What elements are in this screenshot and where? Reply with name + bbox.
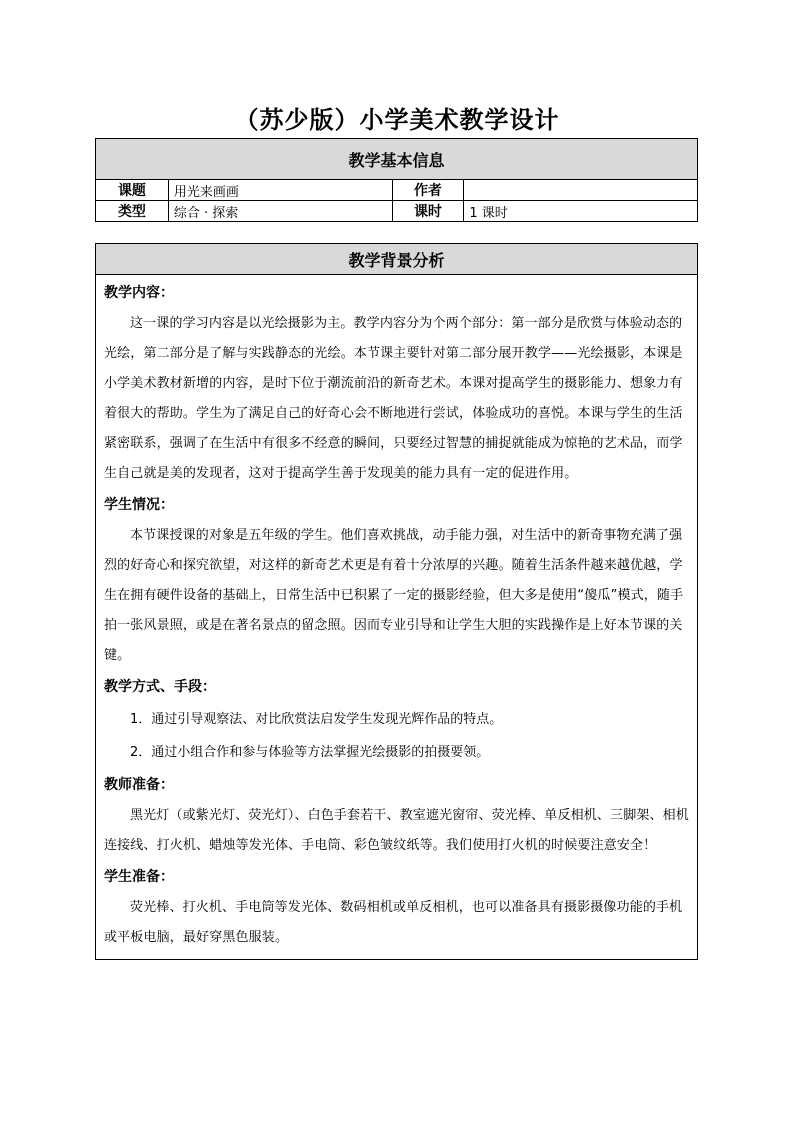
info-row-type: [96, 201, 698, 222]
info-row-topic: [96, 180, 698, 201]
topic-label: 课题: [96, 180, 169, 201]
background-analysis-table: [95, 243, 698, 960]
period-label: 课时: [392, 201, 464, 222]
list-item: 2．通过小组合作和参与体验等方法掌握光绘摄影的拍摄要领。: [130, 745, 490, 760]
topic-value: 用光来画画: [168, 180, 392, 201]
teaching-methods-list: [104, 703, 689, 769]
background-analysis-header: 教学背景分析: [96, 244, 698, 275]
author-value: [464, 180, 698, 201]
list-item: 1．通过引导观察法、对比欣赏法启发学生发现光辉作品的特点。: [130, 712, 503, 727]
period-value: 1 课时: [464, 201, 698, 222]
type-value: 综合 · 探索: [168, 201, 392, 222]
basic-info-table: [95, 138, 698, 222]
section-heading-student-situation: 学生情况：: [104, 497, 174, 513]
author-label: 作者: [392, 180, 464, 201]
section-text-teacher-preparation: 黑光灯（或紫光灯、荧光灯）、白色手套若干、教室遮光窗帘、荧光棒、单反相机、三脚架、相机连接线、打火机、蜡烛等发光体、手电筒、彩色皱纹纸等。我们使用打火机的时候要注意安全！: [104, 808, 689, 853]
section-heading-student-preparation: 学生准备：: [104, 869, 174, 885]
section-heading-teaching-methods: 教学方式、手段：: [104, 679, 216, 695]
basic-info-header: 教学基本信息: [96, 139, 698, 180]
section-text-student-preparation: 荧光棒、打火机、手电筒等发光体、数码相机或单反相机，也可以准备具有摄影摄像功能的手机或平板电脑，最好穿黑色服装。: [104, 900, 683, 945]
document-title: （苏少版）小学美术教学设计: [234, 106, 560, 134]
type-label: 类型: [96, 201, 169, 222]
section-text-student-situation: 本节课授课的对象是五年级的学生。他们喜欢挑战，动手能力强，对生活中的新奇事物充满了强烈的好奇心和探究欲望，对这样的新奇艺术更是有着十分浓厚的兴趣。随着生活条件越来越优越，学生在拥有硬件设备的基础上，日常生活中已积累了一定的摄影经验，但大多是使用“傻瓜”模式，随手拍一张风景照，或是在著名景点的留念照。因而专业引导和让学生大胆的实践操作是上好本节课的关键。: [104, 528, 684, 663]
section-heading-teacher-preparation: 教师准备：: [104, 777, 174, 793]
background-analysis-content: [96, 275, 698, 960]
section-heading-teaching-content: 教学内容：: [104, 285, 174, 301]
section-text-teaching-content: 这一课的学习内容是以光绘摄影为主。教学内容分为个两个部分：第一部分是欣赏与体验动态的光绘，第二部分是了解与实践静态的光绘。本节课主要针对第二部分展开教学——光绘摄影，本课是小学美术教材新增的内容，是时下位于潮流前沿的新奇艺术。本课对提高学生的摄影能力、想象力有着很大的帮助。学生为了满足自己的好奇心会不断地进行尝试，体验成功的喜悦。本课与学生的生活紧密联系，强调了在生活中有很多不经意的瞬间，只要经过智慧的捕捉就能成为惊艳的艺术品，而学生自己就是美的发现者，这对于提高学生善于发现美的能力具有一定的促进作用。: [104, 316, 683, 481]
